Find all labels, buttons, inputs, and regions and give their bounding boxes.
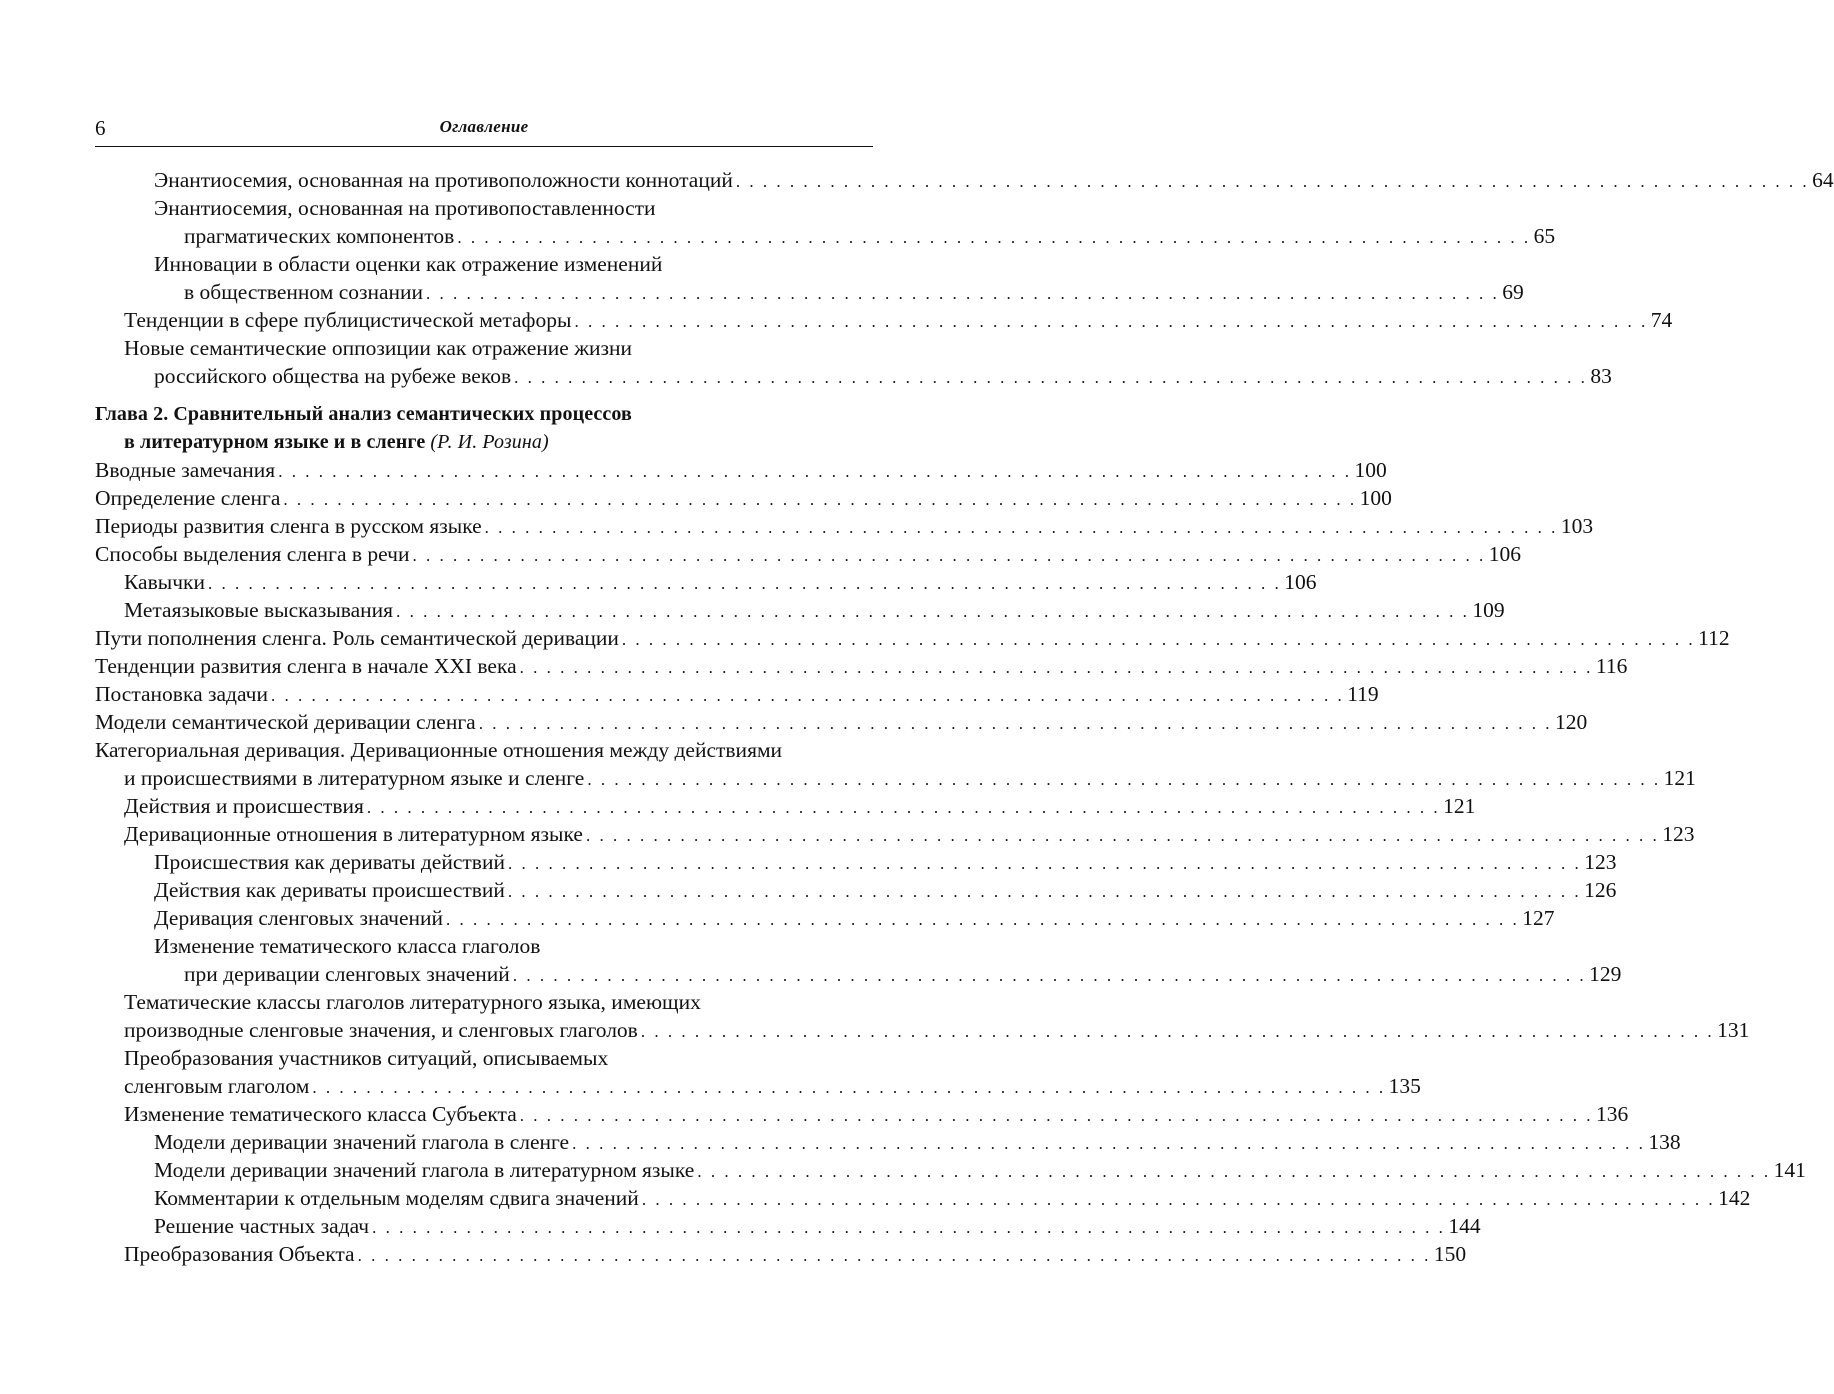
- toc-entry-title: Энантиосемия, основанная на противопоставленности: [154, 196, 656, 220]
- toc-leader-dots: . . . . . . . . . . . . . . . . . . . . . . . . . . . . . . . . . . . . . . . . . . . . . . . . . . . . . . . . . . . . . . . . . . . . . . . . . . . . . . . .: [587, 770, 1661, 789]
- toc-entry: [95, 792, 1476, 820]
- toc-entry-title: Тенденции в сфере публицистической метафоры: [124, 308, 572, 332]
- toc-entry: [95, 932, 875, 960]
- toc-entry-page: 119: [1347, 682, 1379, 706]
- toc-entry: [95, 876, 1617, 904]
- toc-entry: [95, 1212, 1481, 1240]
- toc-leader-dots: . . . . . . . . . . . . . . . . . . . . . . . . . . . . . . . . . . . . . . . . . . . . . . . . . . . . . . . . . . . . . . . . . . . . . . . . . . . . . . . .: [519, 1106, 1594, 1125]
- toc-leader-dots: . . . . . . . . . . . . . . . . . . . . . . . . . . . . . . . . . . . . . . . . . . . . . . . . . . . . . . . . . . . . . . . . . . . . . . . . . . . . . . . .: [207, 574, 1282, 593]
- toc-entry-title: Действия и происшествия: [124, 794, 364, 818]
- toc-entry: [95, 512, 1594, 540]
- toc-entry-title: Модели семантической деривации сленга: [95, 710, 476, 734]
- toc-entry-page: 131: [1717, 1018, 1750, 1042]
- toc-entry: [95, 362, 1612, 390]
- toc-entry: [95, 222, 1556, 250]
- chapter-title: [95, 400, 875, 428]
- toc-entry: [95, 250, 875, 278]
- toc-leader-dots: . . . . . . . . . . . . . . . . . . . . . . . . . . . . . . . . . . . . . . . . . . . . . . . . . . . . . . . . . . . . . . . . . . . . . . . . . . . . . . . .: [519, 658, 1593, 677]
- toc-entry-title: Изменение тематического класса глаголов: [154, 934, 541, 958]
- toc-entry-page: 121: [1443, 794, 1476, 818]
- toc-leader-dots: . . . . . . . . . . . . . . . . . . . . . . . . . . . . . . . . . . . . . . . . . . . . . . . . . . . . . . . . . . . . . . . . . . . . . . . . . . . . . . . .: [621, 630, 1696, 649]
- toc-entry: [95, 820, 1695, 848]
- chapter-title-line-1: Глава 2. Сравнительный анализ семантических процессов: [95, 403, 632, 425]
- chapter-author: (Р. И. Розина): [430, 431, 549, 453]
- page-number: 6: [95, 116, 106, 140]
- toc-entry: [95, 166, 1834, 194]
- toc-entry-title: Модели деривации значений глагола в литературном языке: [154, 1158, 695, 1182]
- toc-entry: [95, 680, 1379, 708]
- toc-entry-page: 103: [1560, 514, 1594, 538]
- toc-entry-title: российского общества на рубеже веков: [154, 364, 512, 388]
- toc-entry: [95, 1156, 1806, 1184]
- toc-entry-page: 83: [1590, 364, 1612, 388]
- toc-entry-title: Новые семантические оппозиции как отражение жизни: [124, 336, 633, 360]
- toc-entry-title: Тематические классы глаголов литературного языка, имеющих: [124, 990, 701, 1014]
- toc-entry-title: производные сленговые значения, и сленговых глаголов: [124, 1018, 638, 1042]
- toc-entry: [95, 624, 1730, 652]
- toc-entry-title: Кавычки: [124, 570, 205, 594]
- toc-leader-dots: . . . . . . . . . . . . . . . . . . . . . . . . . . . . . . . . . . . . . . . . . . . . . . . . . . . . . . . . . . . . . . . . . . . . . . . . . . . . . . . .: [507, 854, 1582, 873]
- toc-entry: [95, 456, 1387, 484]
- toc-leader-dots: . . . . . . . . . . . . . . . . . . . . . . . . . . . . . . . . . . . . . . . . . . . . . . . . . . . . . . . . . . . . . . . . . . . . . . . . . . . . . . . .: [312, 1078, 1386, 1097]
- page-header: [95, 116, 873, 147]
- toc-leader-dots: . . . . . . . . . . . . . . . . . . . . . . . . . . . . . . . . . . . . . . . . . . . . . . . . . . . . . . . . . . . . . . . . . . . . . . . . . . . . . . . .: [396, 602, 1470, 621]
- toc-entry: [95, 1184, 1751, 1212]
- toc-entry: [95, 1016, 1750, 1044]
- toc-leader-dots: . . . . . . . . . . . . . . . . . . . . . . . . . . . . . . . . . . . . . . . . . . . . . . . . . . . . . . . . . . . . . . . . . . . . . . . . . . . . . . . .: [446, 910, 1520, 929]
- toc-entry-title: в общественном сознании: [184, 280, 424, 304]
- toc-leader-dots: . . . . . . . . . . . . . . . . . . . . . . . . . . . . . . . . . . . . . . . . . . . . . . . . . . . . . . . . . . . . . . . . . . . . . . . . . . . . . . . .: [426, 284, 1500, 303]
- toc-entry-page: 69: [1502, 280, 1524, 304]
- toc-entry-page: 100: [1354, 458, 1387, 482]
- toc-entry-page: 138: [1648, 1130, 1681, 1154]
- toc-entry: [95, 848, 1617, 876]
- toc-entry: [95, 904, 1555, 932]
- toc-entry: [95, 764, 1696, 792]
- toc-leader-dots: . . . . . . . . . . . . . . . . . . . . . . . . . . . . . . . . . . . . . . . . . . . . . . . . . . . . . . . . . . . . . . . . . . . . . . . . . . . . . . . .: [641, 1190, 1716, 1209]
- toc-entry-page: 142: [1718, 1186, 1751, 1210]
- toc-entry-title: Решение частных задач: [154, 1214, 370, 1238]
- toc-entry-title: Периоды развития сленга в русском языке: [95, 514, 482, 538]
- toc-entry: [95, 334, 875, 362]
- toc-entry-page: 100: [1359, 486, 1392, 510]
- toc-leader-dots: . . . . . . . . . . . . . . . . . . . . . . . . . . . . . . . . . . . . . . . . . . . . . . . . . . . . . . . . . . . . . . . . . . . . . . . . . . . . . . . .: [457, 228, 1531, 247]
- toc-entry-page: 150: [1433, 1242, 1467, 1266]
- toc-leader-dots: . . . . . . . . . . . . . . . . . . . . . . . . . . . . . . . . . . . . . . . . . . . . . . . . . . . . . . . . . . . . . . . . . . . . . . . . . . . . . . . .: [372, 1218, 1446, 1237]
- toc-entry: [95, 1240, 1467, 1268]
- toc-entry-title: Постановка задачи: [95, 682, 268, 706]
- toc-entry-page: 116: [1595, 654, 1628, 678]
- toc-entry: [95, 1044, 875, 1072]
- table-of-contents: [95, 166, 1834, 1268]
- toc-entry-title: Модели деривации значений глагола в сленге: [154, 1130, 570, 1154]
- toc-entry: [95, 306, 1673, 334]
- toc-section-bottom: [95, 456, 1806, 1268]
- toc-entry-title: Тенденции развития сленга в начале XXI века: [95, 654, 517, 678]
- toc-entry: [95, 484, 1392, 512]
- toc-entry: [95, 1072, 1421, 1100]
- toc-leader-dots: . . . . . . . . . . . . . . . . . . . . . . . . . . . . . . . . . . . . . . . . . . . . . . . . . . . . . . . . . . . . . . . . . . . . . . . . . . . . . . . .: [640, 1022, 1715, 1041]
- toc-leader-dots: . . . . . . . . . . . . . . . . . . . . . . . . . . . . . . . . . . . . . . . . . . . . . . . . . . . . . . . . . . . . . . . . . . . . . . . . . . . . . . . .: [585, 826, 1660, 845]
- toc-leader-dots: . . . . . . . . . . . . . . . . . . . . . . . . . . . . . . . . . . . . . . . . . . . . . . . . . . . . . . . . . . . . . . . . . . . . . . . . . . . . . . . .: [514, 368, 1588, 387]
- toc-entry: [95, 652, 1628, 680]
- toc-entry-title: Определение сленга: [95, 486, 281, 510]
- toc-leader-dots: . . . . . . . . . . . . . . . . . . . . . . . . . . . . . . . . . . . . . . . . . . . . . . . . . . . . . . . . . . . . . . . . . . . . . . . . . . . . . . . .: [270, 686, 1345, 705]
- chapter-title-line-2: в литературном языке и в сленге: [124, 431, 426, 453]
- toc-entry-page: 136: [1596, 1102, 1629, 1126]
- toc-entry-page: 123: [1662, 822, 1695, 846]
- toc-entry-page: 123: [1584, 850, 1617, 874]
- toc-leader-dots: . . . . . . . . . . . . . . . . . . . . . . . . . . . . . . . . . . . . . . . . . . . . . . . . . . . . . . . . . . . . . . . . . . . . . . . . . . . . . . . .: [512, 966, 1587, 985]
- toc-entry-page: 74: [1650, 308, 1673, 332]
- toc-entry: [95, 568, 1317, 596]
- toc-entry-title: Происшествия как дериваты действий: [154, 850, 505, 874]
- toc-entry-title: Энантиосемия, основанная на противоположности коннотаций: [154, 168, 733, 192]
- toc-leader-dots: . . . . . . . . . . . . . . . . . . . . . . . . . . . . . . . . . . . . . . . . . . . . . . . . . . . . . . . . . . . . . . . . . . . . . . . . . . . . . . . .: [357, 1246, 1431, 1265]
- toc-entry-title: Изменение тематического класса Субъекта: [124, 1102, 517, 1126]
- toc-entry-title: Категориальная деривация. Деривационные отношения между действиями: [95, 738, 783, 762]
- toc-entry-title: Способы выделения сленга в речи: [95, 542, 410, 566]
- toc-entry-page: 121: [1663, 766, 1696, 790]
- toc-entry-title: Деривация сленговых значений: [154, 906, 444, 930]
- toc-leader-dots: . . . . . . . . . . . . . . . . . . . . . . . . . . . . . . . . . . . . . . . . . . . . . . . . . . . . . . . . . . . . . . . . . . . . . . . . . . . . . . . .: [366, 798, 1441, 817]
- running-title: Оглавление: [439, 117, 529, 136]
- toc-entry-page: 141: [1773, 1158, 1806, 1182]
- toc-entry-page: 64: [1812, 168, 1834, 192]
- toc-entry-page: 65: [1533, 224, 1556, 248]
- toc-entry-title: Вводные замечания: [95, 458, 276, 482]
- toc-entry-title: Преобразования участников ситуаций, описываемых: [124, 1046, 609, 1070]
- toc-entry-page: 127: [1522, 906, 1555, 930]
- toc-section-top: [95, 166, 1834, 390]
- toc-leader-dots: . . . . . . . . . . . . . . . . . . . . . . . . . . . . . . . . . . . . . . . . . . . . . . . . . . . . . . . . . . . . . . . . . . . . . . . . . . . . . . . .: [507, 882, 1582, 901]
- toc-entry-title: сленговым глаголом: [124, 1074, 310, 1098]
- toc-entry: [95, 540, 1521, 568]
- toc-entry: [95, 708, 1588, 736]
- toc-leader-dots: . . . . . . . . . . . . . . . . . . . . . . . . . . . . . . . . . . . . . . . . . . . . . . . . . . . . . . . . . . . . . . . . . . . . . . . . . . . . . . . .: [572, 1134, 1646, 1153]
- toc-entry-page: 135: [1388, 1074, 1421, 1098]
- toc-leader-dots: . . . . . . . . . . . . . . . . . . . . . . . . . . . . . . . . . . . . . . . . . . . . . . . . . . . . . . . . . . . . . . . . . . . . . . . . . . . . . . . .: [697, 1162, 1771, 1181]
- toc-leader-dots: . . . . . . . . . . . . . . . . . . . . . . . . . . . . . . . . . . . . . . . . . . . . . . . . . . . . . . . . . . . . . . . . . . . . . . . . . . . . . . . .: [478, 714, 1552, 733]
- toc-leader-dots: . . . . . . . . . . . . . . . . . . . . . . . . . . . . . . . . . . . . . . . . . . . . . . . . . . . . . . . . . . . . . . . . . . . . . . . . . . . . . . . .: [735, 172, 1810, 191]
- toc-entry: [95, 194, 875, 222]
- toc-leader-dots: . . . . . . . . . . . . . . . . . . . . . . . . . . . . . . . . . . . . . . . . . . . . . . . . . . . . . . . . . . . . . . . . . . . . . . . . . . . . . . . .: [283, 490, 1357, 509]
- toc-entry-title: Действия как дериваты происшествий: [154, 878, 505, 902]
- toc-entry-title: Пути пополнения сленга. Роль семантической деривации: [95, 626, 619, 650]
- toc-entry: [95, 278, 1524, 306]
- toc-entry: [95, 960, 1622, 988]
- toc-entry: [95, 1128, 1681, 1156]
- toc-entry-title: Комментарии к отдельным моделям сдвига значений: [154, 1186, 639, 1210]
- toc-entry-page: 126: [1584, 878, 1617, 902]
- toc-leader-dots: . . . . . . . . . . . . . . . . . . . . . . . . . . . . . . . . . . . . . . . . . . . . . . . . . . . . . . . . . . . . . . . . . . . . . . . . . . . . . . . .: [412, 546, 1486, 565]
- toc-entry-page: 112: [1698, 626, 1730, 650]
- toc-entry-title: и происшествиями в литературном языке и сленге: [124, 766, 585, 790]
- toc-entry-page: 120: [1554, 710, 1588, 734]
- toc-entry-title: прагматических компонентов: [184, 224, 455, 248]
- chapter-title-continued: [95, 428, 875, 456]
- toc-entry-page: 109: [1472, 598, 1505, 622]
- toc-entry-page: 106: [1284, 570, 1317, 594]
- toc-entry: [95, 596, 1505, 624]
- toc-entry-page: 106: [1488, 542, 1521, 566]
- toc-entry-title: при деривации сленговых значений: [184, 962, 510, 986]
- toc-entry-page: 129: [1589, 962, 1622, 986]
- toc-entry: [95, 988, 875, 1016]
- toc-entry: [95, 736, 875, 764]
- toc-entry-title: Преобразования Объекта: [124, 1242, 355, 1266]
- toc-leader-dots: . . . . . . . . . . . . . . . . . . . . . . . . . . . . . . . . . . . . . . . . . . . . . . . . . . . . . . . . . . . . . . . . . . . . . . . . . . . . . . . .: [278, 462, 1352, 481]
- toc-entry-page: 144: [1448, 1214, 1481, 1238]
- toc-entry-title: Метаязыковые высказывания: [124, 598, 394, 622]
- toc-entry-title: Инновации в области оценки как отражение изменений: [154, 252, 663, 276]
- toc-entry: [95, 1100, 1629, 1128]
- toc-leader-dots: . . . . . . . . . . . . . . . . . . . . . . . . . . . . . . . . . . . . . . . . . . . . . . . . . . . . . . . . . . . . . . . . . . . . . . . . . . . . . . . .: [484, 518, 1558, 537]
- toc-entry-title: Деривационные отношения в литературном языке: [124, 822, 583, 846]
- toc-leader-dots: . . . . . . . . . . . . . . . . . . . . . . . . . . . . . . . . . . . . . . . . . . . . . . . . . . . . . . . . . . . . . . . . . . . . . . . . . . . . . . . .: [574, 312, 1648, 331]
